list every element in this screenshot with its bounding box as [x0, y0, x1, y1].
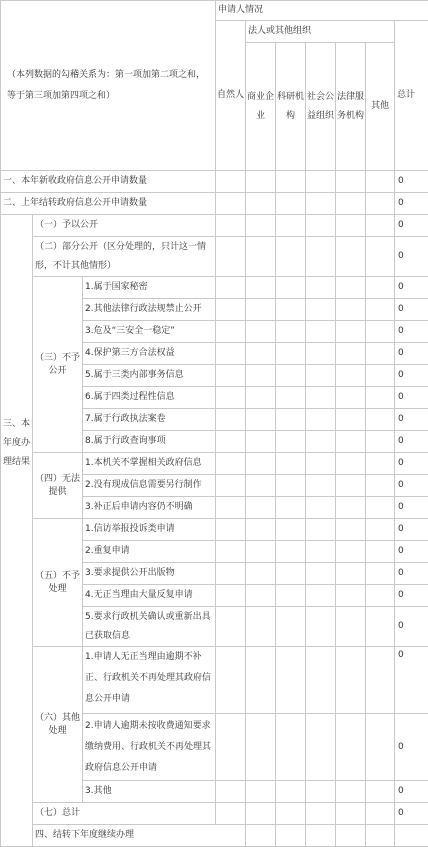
research-header: 科研机构 — [276, 43, 306, 171]
total-value: 0 — [395, 321, 428, 343]
row-label: 2.申请人逾期未按收费通知要求缴纳费用、行政机关不再处理其政府信息公开申请 — [83, 714, 216, 781]
row-label: 8.属于行政查询事项 — [83, 431, 216, 453]
total-value: 0 — [395, 409, 428, 431]
row-label: 3.危及“三安全一稳定” — [83, 321, 216, 343]
group-label: （三）不予公开 — [33, 277, 83, 453]
applicant-header: 申请人情况 — [216, 1, 428, 21]
total-value: 0 — [395, 171, 428, 193]
legal-service-header: 法律服务机构 — [336, 43, 366, 171]
total-value: 0 — [395, 193, 428, 215]
row-label: 4.无正当理由大量反复申请 — [83, 585, 216, 607]
natural-person-header: 自然人 — [216, 21, 246, 171]
row-label: 6.属于四类过程性信息 — [83, 387, 216, 409]
total-value: 0 — [395, 453, 428, 475]
row-label: 2.重复申请 — [83, 541, 216, 563]
total-value: 0 — [395, 803, 428, 825]
group-label: （六）其他处理 — [33, 647, 83, 803]
row-label: 1.申请人无正当理由逾期不补正、行政机关不再处理其政府信息公开申请 — [83, 647, 216, 714]
group-label: （四）无法提供 — [33, 453, 83, 519]
total-value: 0 — [395, 519, 428, 541]
row-label: 3.补正后申请内容仍不明确 — [83, 497, 216, 519]
row-label: （二）部分公开（区分处理的，只计这一情形，不计其他情形） — [33, 237, 216, 277]
row-label: 1.属于国家秘密 — [83, 277, 216, 299]
total-value: 0 — [395, 497, 428, 519]
row-label: 2.没有现成信息需要另行制作 — [83, 475, 216, 497]
row-label: 二、上年结转政府信息公开申请数量 — [1, 193, 216, 215]
total-value: 0 — [395, 607, 428, 647]
group-label: （五）不予处理 — [33, 519, 83, 647]
row-label: 四、结转下年度继续办理 — [33, 825, 246, 847]
results-group-label: 三、本年度办理结果 — [1, 215, 33, 847]
total-value: 0 — [395, 215, 428, 237]
total-value: 0 — [395, 475, 428, 497]
row-label: 1.本机关不掌握相关政府信息 — [83, 453, 216, 475]
row-label: 3.要求提供公开出版物 — [83, 563, 216, 585]
total-value: 0 — [395, 343, 428, 365]
row-label: 7.属于行政执法案卷 — [83, 409, 216, 431]
row-label: 4.保护第三方合法权益 — [83, 343, 216, 365]
total-value: 0 — [395, 714, 428, 781]
row-label: 1.信访举报投诉类申请 — [83, 519, 216, 541]
row-label: 3.其他 — [83, 781, 216, 803]
row-label: 2.其他法律行政法规禁止公开 — [83, 299, 216, 321]
row-label: 5.要求行政机关确认或重新出具已获取信息 — [83, 607, 216, 647]
total-value: 0 — [395, 365, 428, 387]
row-label: 5.属于三类内部事务信息 — [83, 365, 216, 387]
other-header: 其他 — [366, 43, 395, 171]
total-value: 0 — [395, 781, 428, 803]
total-value: 0 — [395, 237, 428, 277]
total-value: 0 — [395, 387, 428, 409]
row-label: （七）总计 — [33, 803, 216, 825]
total-header: 总计 — [395, 21, 428, 171]
commercial-header: 商业企业 — [246, 43, 276, 171]
total-value: 0 — [395, 585, 428, 607]
row-label: （一）予以公开 — [33, 215, 216, 237]
row-label: 一、本年新收政府信息公开申请数量 — [1, 171, 216, 193]
total-value: 0 — [395, 277, 428, 299]
total-value: 0 — [395, 431, 428, 453]
total-value: 0 — [395, 541, 428, 563]
total-value: 0 — [395, 299, 428, 321]
note-cell: （本列数据的勾稽关系为：第一项加第二项之和，等于第三项加第四项之和） — [1, 1, 216, 171]
social-header: 社会公益组织 — [306, 43, 336, 171]
total-value: 0 — [395, 563, 428, 585]
legal-org-header: 法人或其他组织 — [246, 21, 395, 43]
total-value: 0 — [395, 647, 428, 714]
